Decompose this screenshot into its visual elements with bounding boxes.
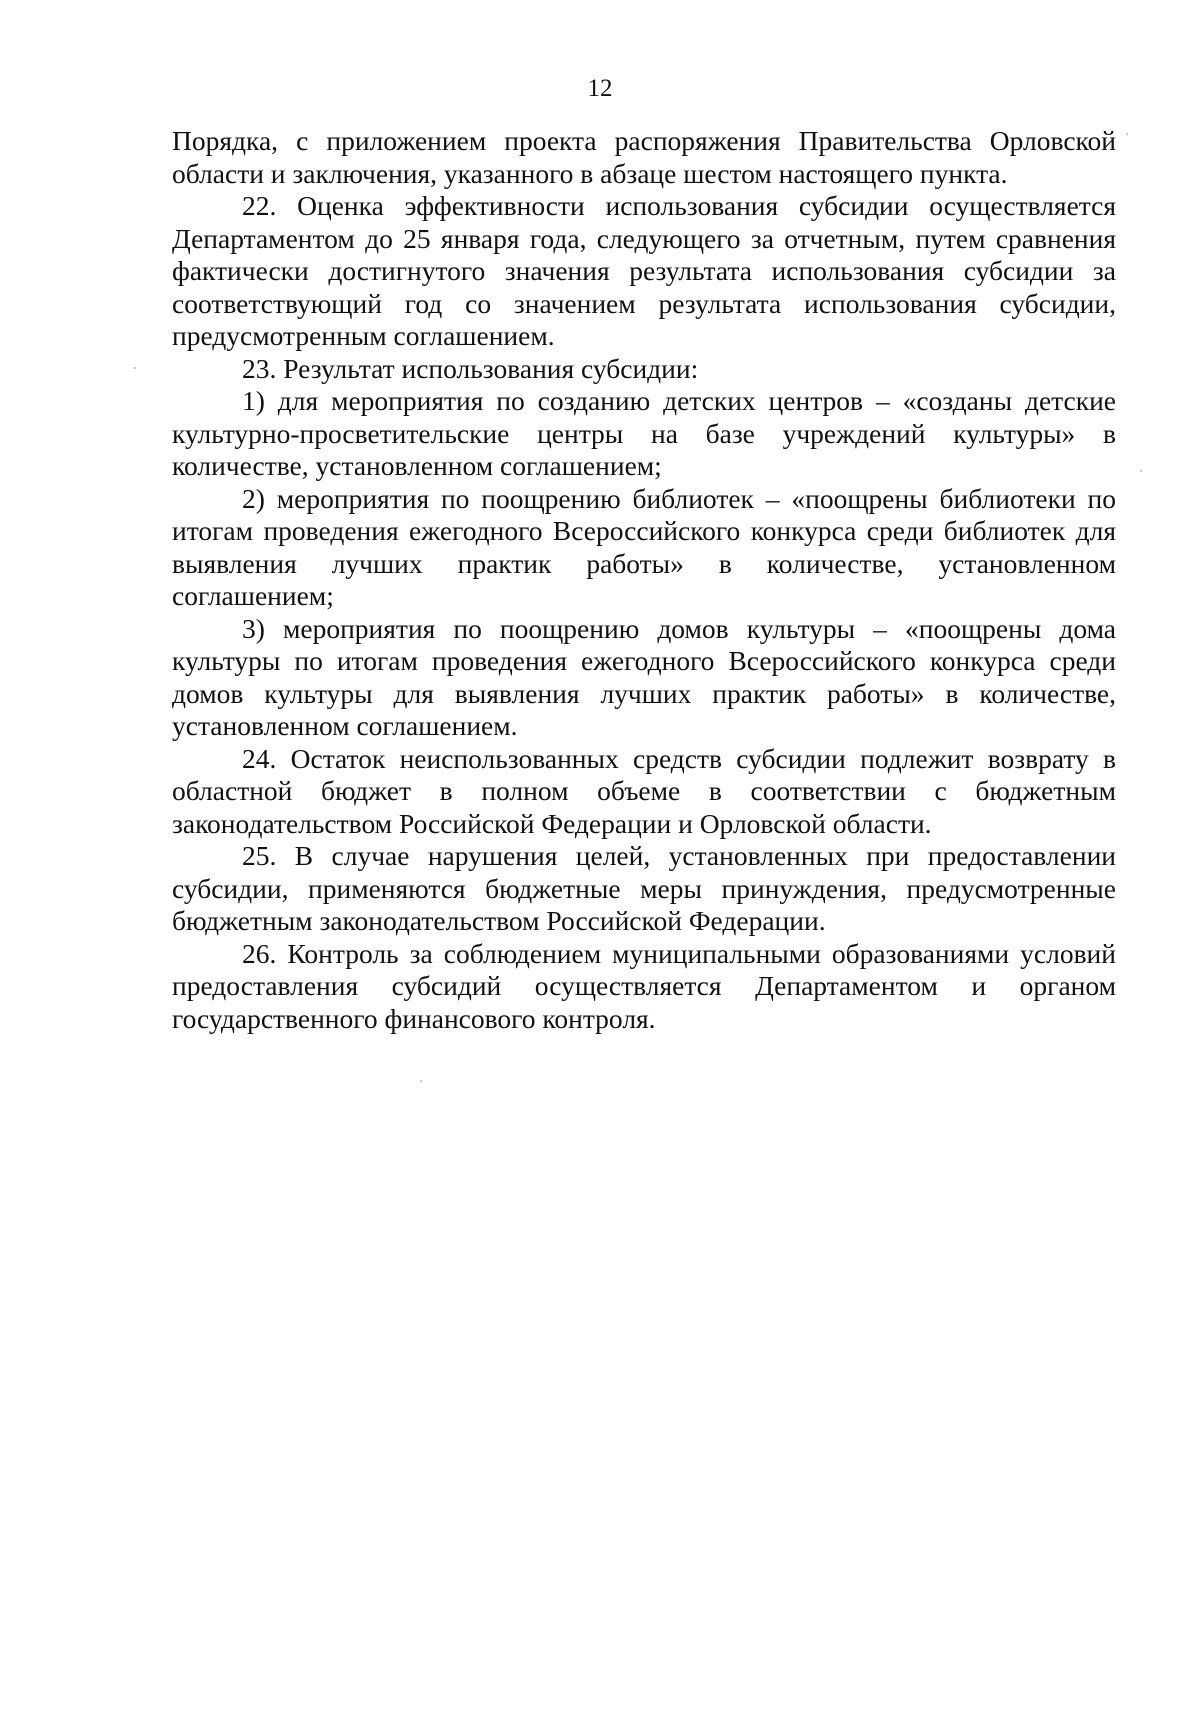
- paragraph-continuation: Порядка, с приложением проекта распоряжения Правительства Орловской области и заключения, указанного в абзаце шестом настоящего пункта.: [172, 125, 1116, 189]
- paragraph-item-26: 26. Контроль за соблюдением муниципальными образованиями условий предоставления субсидий осуществляется Департаментом и органом государственного финансового контроля.: [172, 937, 1116, 1034]
- document-body: [172, 125, 1116, 1035]
- scan-speck: [1126, 133, 1128, 135]
- paragraph-item-25: 25. В случае нарушения целей, установленных при предоставлении субсидии, применяются бюджетные меры принуждения, предусмотренные бюджетным законодательством Российской Федерации.: [172, 840, 1116, 936]
- paragraph-subitem-2: 2) мероприятия по поощрению библиотек – «поощрены библиотеки по итогам проведения ежегодного Всероссийского конкурса среди библиотек для выявления лучших практик работы» в количестве, установленном соглашением;: [172, 482, 1116, 611]
- paragraph-item-22: 22. Оценка эффективности использования субсидии осуществляется Департаментом до 25 января года, следующего за отчетным, путем сравнения фактически достигнутого значения результата использования субсидии за соответствующий год со значением результата использования субсидии, предусмотренным соглашением.: [172, 190, 1116, 351]
- paragraph-subitem-3: 3) мероприятия по поощрению домов культуры – «поощрены дома культуры по итогам проведения ежегодного Всероссийского конкурса среди домов культуры для выявления лучших практик работы» в количестве, установленном соглашением.: [172, 612, 1116, 741]
- page-number: 12: [587, 75, 613, 102]
- scan-speck: [420, 1080, 422, 1082]
- paragraph-item-24: 24. Остаток неиспользованных средств субсидии подлежит возврату в областной бюджет в полном объеме в соответствии с бюджетным законодательством Российской Федерации и Орловской области.: [172, 742, 1116, 839]
- scan-speck: [1140, 470, 1142, 472]
- paragraph-subitem-1: 1) для мероприятия по созданию детских центров – «созданы детские культурно-просветительские центры на базе учреждений культуры» в количестве, установленном соглашением;: [172, 385, 1116, 481]
- paragraph-item-23: 23. Результат использования субсидии:: [242, 352, 699, 384]
- scan-speck: [134, 367, 136, 369]
